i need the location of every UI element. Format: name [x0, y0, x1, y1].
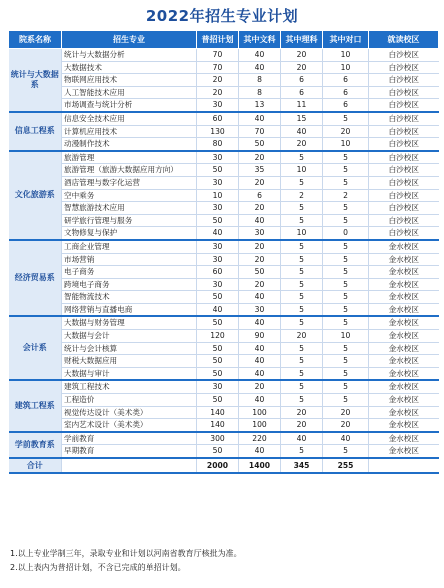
table-row	[9, 164, 439, 177]
major-name: 大数据技术	[62, 61, 197, 74]
general-plan: 10	[197, 189, 239, 202]
vocational-count: 5	[323, 303, 369, 316]
table-row	[9, 445, 439, 458]
campus: 金水校区	[369, 367, 439, 380]
major-name: 文物修复与保护	[62, 227, 197, 240]
science-count: 5	[281, 394, 323, 407]
table-row	[9, 227, 439, 240]
science-count: 5	[281, 303, 323, 316]
campus: 金水校区	[369, 291, 439, 304]
major-name: 市场营销	[62, 253, 197, 266]
major-name: 大数据与审计	[62, 367, 197, 380]
general-plan: 30	[197, 99, 239, 112]
general-plan: 40	[197, 303, 239, 316]
general-plan: 20	[197, 86, 239, 99]
arts-count: 40	[239, 61, 281, 74]
table-row	[9, 86, 439, 99]
campus: 金水校区	[369, 394, 439, 407]
general-plan: 50	[197, 394, 239, 407]
general-plan: 50	[197, 355, 239, 368]
vocational-count: 5	[323, 342, 369, 355]
science-count: 20	[281, 61, 323, 74]
header-science: 其中理科	[281, 31, 323, 49]
arts-count: 40	[239, 342, 281, 355]
table-row	[9, 202, 439, 215]
footnotes	[10, 547, 434, 575]
science-count: 6	[281, 86, 323, 99]
arts-count: 20	[239, 176, 281, 189]
vocational-count: 5	[323, 253, 369, 266]
general-plan: 60	[197, 266, 239, 279]
table-row	[9, 74, 439, 87]
arts-count: 100	[239, 406, 281, 419]
general-plan: 30	[197, 202, 239, 215]
vocational-count: 2	[323, 189, 369, 202]
table-row	[9, 303, 439, 316]
total-row	[9, 458, 439, 473]
vocational-count: 5	[323, 164, 369, 177]
general-plan: 50	[197, 164, 239, 177]
arts-count: 8	[239, 74, 281, 87]
science-count: 5	[281, 291, 323, 304]
campus: 白沙校区	[369, 86, 439, 99]
general-plan: 50	[197, 342, 239, 355]
department-name: 学前教育系	[9, 432, 62, 458]
general-plan: 30	[197, 176, 239, 189]
campus: 金水校区	[369, 316, 439, 329]
vocational-count: 40	[323, 432, 369, 445]
department-name: 建筑工程系	[9, 380, 62, 431]
major-name: 人工智能技术应用	[62, 86, 197, 99]
vocational-count: 5	[323, 176, 369, 189]
arts-count: 35	[239, 164, 281, 177]
department-name: 统计与大数据系	[9, 49, 62, 112]
campus: 金水校区	[369, 432, 439, 445]
arts-count: 20	[239, 151, 281, 164]
arts-count: 40	[239, 291, 281, 304]
header-general-plan: 普招计划	[197, 31, 239, 49]
vocational-count: 6	[323, 74, 369, 87]
vocational-count: 10	[323, 61, 369, 74]
arts-count: 20	[239, 253, 281, 266]
campus: 白沙校区	[369, 74, 439, 87]
arts-count: 220	[239, 432, 281, 445]
science-count: 5	[281, 367, 323, 380]
campus: 白沙校区	[369, 125, 439, 138]
table-row	[9, 253, 439, 266]
science-count: 5	[281, 445, 323, 458]
vocational-count: 20	[323, 125, 369, 138]
campus: 白沙校区	[369, 189, 439, 202]
vocational-count: 20	[323, 406, 369, 419]
science-count: 15	[281, 112, 323, 125]
science-count: 40	[281, 432, 323, 445]
arts-count: 20	[239, 240, 281, 253]
table-row	[9, 138, 439, 151]
science-count: 20	[281, 406, 323, 419]
arts-count: 40	[239, 445, 281, 458]
campus: 白沙校区	[369, 99, 439, 112]
general-plan: 50	[197, 316, 239, 329]
major-name: 统计与会计核算	[62, 342, 197, 355]
general-plan: 30	[197, 278, 239, 291]
general-plan: 50	[197, 291, 239, 304]
major-name: 动漫制作技术	[62, 138, 197, 151]
major-name: 大数据与财务管理	[62, 316, 197, 329]
science-count: 5	[281, 176, 323, 189]
major-name: 学前教育	[62, 432, 197, 445]
table-body	[9, 49, 439, 459]
arts-count: 50	[239, 266, 281, 279]
total-cell	[369, 458, 439, 473]
arts-count: 50	[239, 138, 281, 151]
arts-count: 40	[239, 394, 281, 407]
major-name: 网络营销与直播电商	[62, 303, 197, 316]
science-count: 5	[281, 151, 323, 164]
campus: 金水校区	[369, 419, 439, 432]
table-row	[9, 342, 439, 355]
arts-count: 40	[239, 316, 281, 329]
campus: 白沙校区	[369, 214, 439, 227]
total-cell	[62, 458, 197, 473]
arts-count: 40	[239, 355, 281, 368]
campus: 金水校区	[369, 330, 439, 343]
major-name: 物联网应用技术	[62, 74, 197, 87]
vocational-count: 0	[323, 227, 369, 240]
table-row	[9, 189, 439, 202]
arts-count: 40	[239, 112, 281, 125]
general-plan: 120	[197, 330, 239, 343]
general-plan: 70	[197, 49, 239, 62]
arts-count: 70	[239, 125, 281, 138]
table-row	[9, 291, 439, 304]
arts-count: 13	[239, 99, 281, 112]
general-plan: 30	[197, 240, 239, 253]
table-row	[9, 151, 439, 164]
science-count: 5	[281, 266, 323, 279]
general-plan: 50	[197, 367, 239, 380]
table-row	[9, 330, 439, 343]
science-count: 5	[281, 342, 323, 355]
general-plan: 50	[197, 445, 239, 458]
science-count: 10	[281, 227, 323, 240]
major-name: 旅游管理	[62, 151, 197, 164]
science-count: 5	[281, 253, 323, 266]
header-department: 院系名称	[9, 31, 62, 49]
table-row	[9, 176, 439, 189]
science-count: 6	[281, 74, 323, 87]
general-plan: 20	[197, 74, 239, 87]
major-name: 早期教育	[62, 445, 197, 458]
science-count: 20	[281, 419, 323, 432]
general-plan: 80	[197, 138, 239, 151]
general-plan: 70	[197, 61, 239, 74]
major-name: 信息安全技术应用	[62, 112, 197, 125]
vocational-count: 5	[323, 355, 369, 368]
table-row	[9, 380, 439, 393]
table-row	[9, 432, 439, 445]
total-arts: 1400	[239, 458, 281, 473]
major-name: 智能物流技术	[62, 291, 197, 304]
science-count: 20	[281, 330, 323, 343]
general-plan: 30	[197, 380, 239, 393]
arts-count: 40	[239, 367, 281, 380]
major-name: 研学旅行管理与服务	[62, 214, 197, 227]
vocational-count: 5	[323, 394, 369, 407]
campus: 金水校区	[369, 303, 439, 316]
campus: 白沙校区	[369, 227, 439, 240]
campus: 金水校区	[369, 342, 439, 355]
campus: 金水校区	[369, 445, 439, 458]
vocational-count: 5	[323, 291, 369, 304]
campus: 金水校区	[369, 406, 439, 419]
table-row	[9, 394, 439, 407]
major-name: 跨境电子商务	[62, 278, 197, 291]
campus: 白沙校区	[369, 151, 439, 164]
arts-count: 6	[239, 189, 281, 202]
arts-count: 100	[239, 419, 281, 432]
campus: 白沙校区	[369, 61, 439, 74]
campus: 金水校区	[369, 380, 439, 393]
department-name: 信息工程系	[9, 112, 62, 151]
vocational-count: 5	[323, 240, 369, 253]
vocational-count: 5	[323, 445, 369, 458]
science-count: 40	[281, 125, 323, 138]
table-row	[9, 419, 439, 432]
footnote: 2.以上表内为普招计划，不含已完成的单招计划。	[10, 563, 186, 572]
arts-count: 90	[239, 330, 281, 343]
header-vocational: 其中对口	[323, 31, 369, 49]
vocational-count: 5	[323, 367, 369, 380]
major-name: 智慧旅游技术应用	[62, 202, 197, 215]
general-plan: 40	[197, 227, 239, 240]
campus: 金水校区	[369, 266, 439, 279]
campus: 白沙校区	[369, 112, 439, 125]
table-row	[9, 125, 439, 138]
major-name: 计算机应用技术	[62, 125, 197, 138]
arts-count: 20	[239, 278, 281, 291]
campus: 白沙校区	[369, 176, 439, 189]
campus: 金水校区	[369, 253, 439, 266]
science-count: 11	[281, 99, 323, 112]
arts-count: 40	[239, 49, 281, 62]
total-general-plan: 2000	[197, 458, 239, 473]
department-name: 会计系	[9, 316, 62, 380]
page-title: 2022年招生专业计划	[145, 7, 299, 25]
major-name: 室内艺术设计（美术类）	[62, 419, 197, 432]
general-plan: 300	[197, 432, 239, 445]
science-count: 5	[281, 240, 323, 253]
campus: 金水校区	[369, 278, 439, 291]
major-name: 大数据与会计	[62, 330, 197, 343]
major-name: 统计与大数据分析	[62, 49, 197, 62]
vocational-count: 5	[323, 151, 369, 164]
major-name: 酒店管理与数字化运营	[62, 176, 197, 189]
arts-count: 8	[239, 86, 281, 99]
science-count: 5	[281, 355, 323, 368]
general-plan: 30	[197, 151, 239, 164]
science-count: 2	[281, 189, 323, 202]
vocational-count: 6	[323, 99, 369, 112]
campus: 白沙校区	[369, 138, 439, 151]
vocational-count: 5	[323, 112, 369, 125]
vocational-count: 5	[323, 316, 369, 329]
major-name: 建筑工程技术	[62, 380, 197, 393]
general-plan: 30	[197, 253, 239, 266]
arts-count: 30	[239, 303, 281, 316]
table-row	[9, 99, 439, 112]
vocational-count: 20	[323, 419, 369, 432]
vocational-count: 5	[323, 380, 369, 393]
department-name: 经济贸易系	[9, 240, 62, 317]
vocational-count: 10	[323, 49, 369, 62]
major-name: 空中乘务	[62, 189, 197, 202]
major-name: 旅游管理（旅游大数据应用方向）	[62, 164, 197, 177]
general-plan: 60	[197, 112, 239, 125]
campus: 金水校区	[369, 355, 439, 368]
major-name: 市场调查与统计分析	[62, 99, 197, 112]
table-row	[9, 240, 439, 253]
arts-count: 20	[239, 380, 281, 393]
vocational-count: 5	[323, 202, 369, 215]
arts-count: 40	[239, 214, 281, 227]
table-row	[9, 266, 439, 279]
science-count: 20	[281, 138, 323, 151]
major-name: 电子商务	[62, 266, 197, 279]
footnote: 1.以上专业学制三年，录取专业和计划以河南省教育厅核批为准。	[10, 549, 242, 558]
campus: 金水校区	[369, 240, 439, 253]
table-row	[9, 406, 439, 419]
table-row	[9, 112, 439, 125]
header-major: 招生专业	[62, 31, 197, 49]
total-science: 345	[281, 458, 323, 473]
vocational-count: 5	[323, 278, 369, 291]
table-row	[9, 61, 439, 74]
enrollment-plan-table	[8, 30, 439, 474]
table-row	[9, 214, 439, 227]
vocational-count: 10	[323, 330, 369, 343]
campus: 白沙校区	[369, 202, 439, 215]
table-row	[9, 49, 439, 62]
header-arts: 其中文科	[239, 31, 281, 49]
table-row	[9, 316, 439, 329]
table-row	[9, 367, 439, 380]
arts-count: 20	[239, 202, 281, 215]
campus: 白沙校区	[369, 49, 439, 62]
general-plan: 130	[197, 125, 239, 138]
general-plan: 140	[197, 406, 239, 419]
vocational-count: 5	[323, 266, 369, 279]
arts-count: 30	[239, 227, 281, 240]
general-plan: 140	[197, 419, 239, 432]
major-name: 视觉传达设计（美术类）	[62, 406, 197, 419]
major-name: 财税大数据应用	[62, 355, 197, 368]
department-name: 文化旅游系	[9, 151, 62, 240]
vocational-count: 5	[323, 214, 369, 227]
table-row	[9, 278, 439, 291]
table-row	[9, 355, 439, 368]
science-count: 5	[281, 202, 323, 215]
science-count: 5	[281, 214, 323, 227]
total-label: 合计	[9, 458, 62, 473]
major-name: 工程造价	[62, 394, 197, 407]
vocational-count: 10	[323, 138, 369, 151]
major-name: 工商企业管理	[62, 240, 197, 253]
header-campus: 就读校区	[369, 31, 439, 49]
total-vocational: 255	[323, 458, 369, 473]
science-count: 5	[281, 278, 323, 291]
science-count: 20	[281, 49, 323, 62]
vocational-count: 6	[323, 86, 369, 99]
science-count: 5	[281, 316, 323, 329]
science-count: 10	[281, 164, 323, 177]
table-header-row	[9, 31, 439, 49]
science-count: 5	[281, 380, 323, 393]
general-plan: 50	[197, 214, 239, 227]
campus: 白沙校区	[369, 164, 439, 177]
